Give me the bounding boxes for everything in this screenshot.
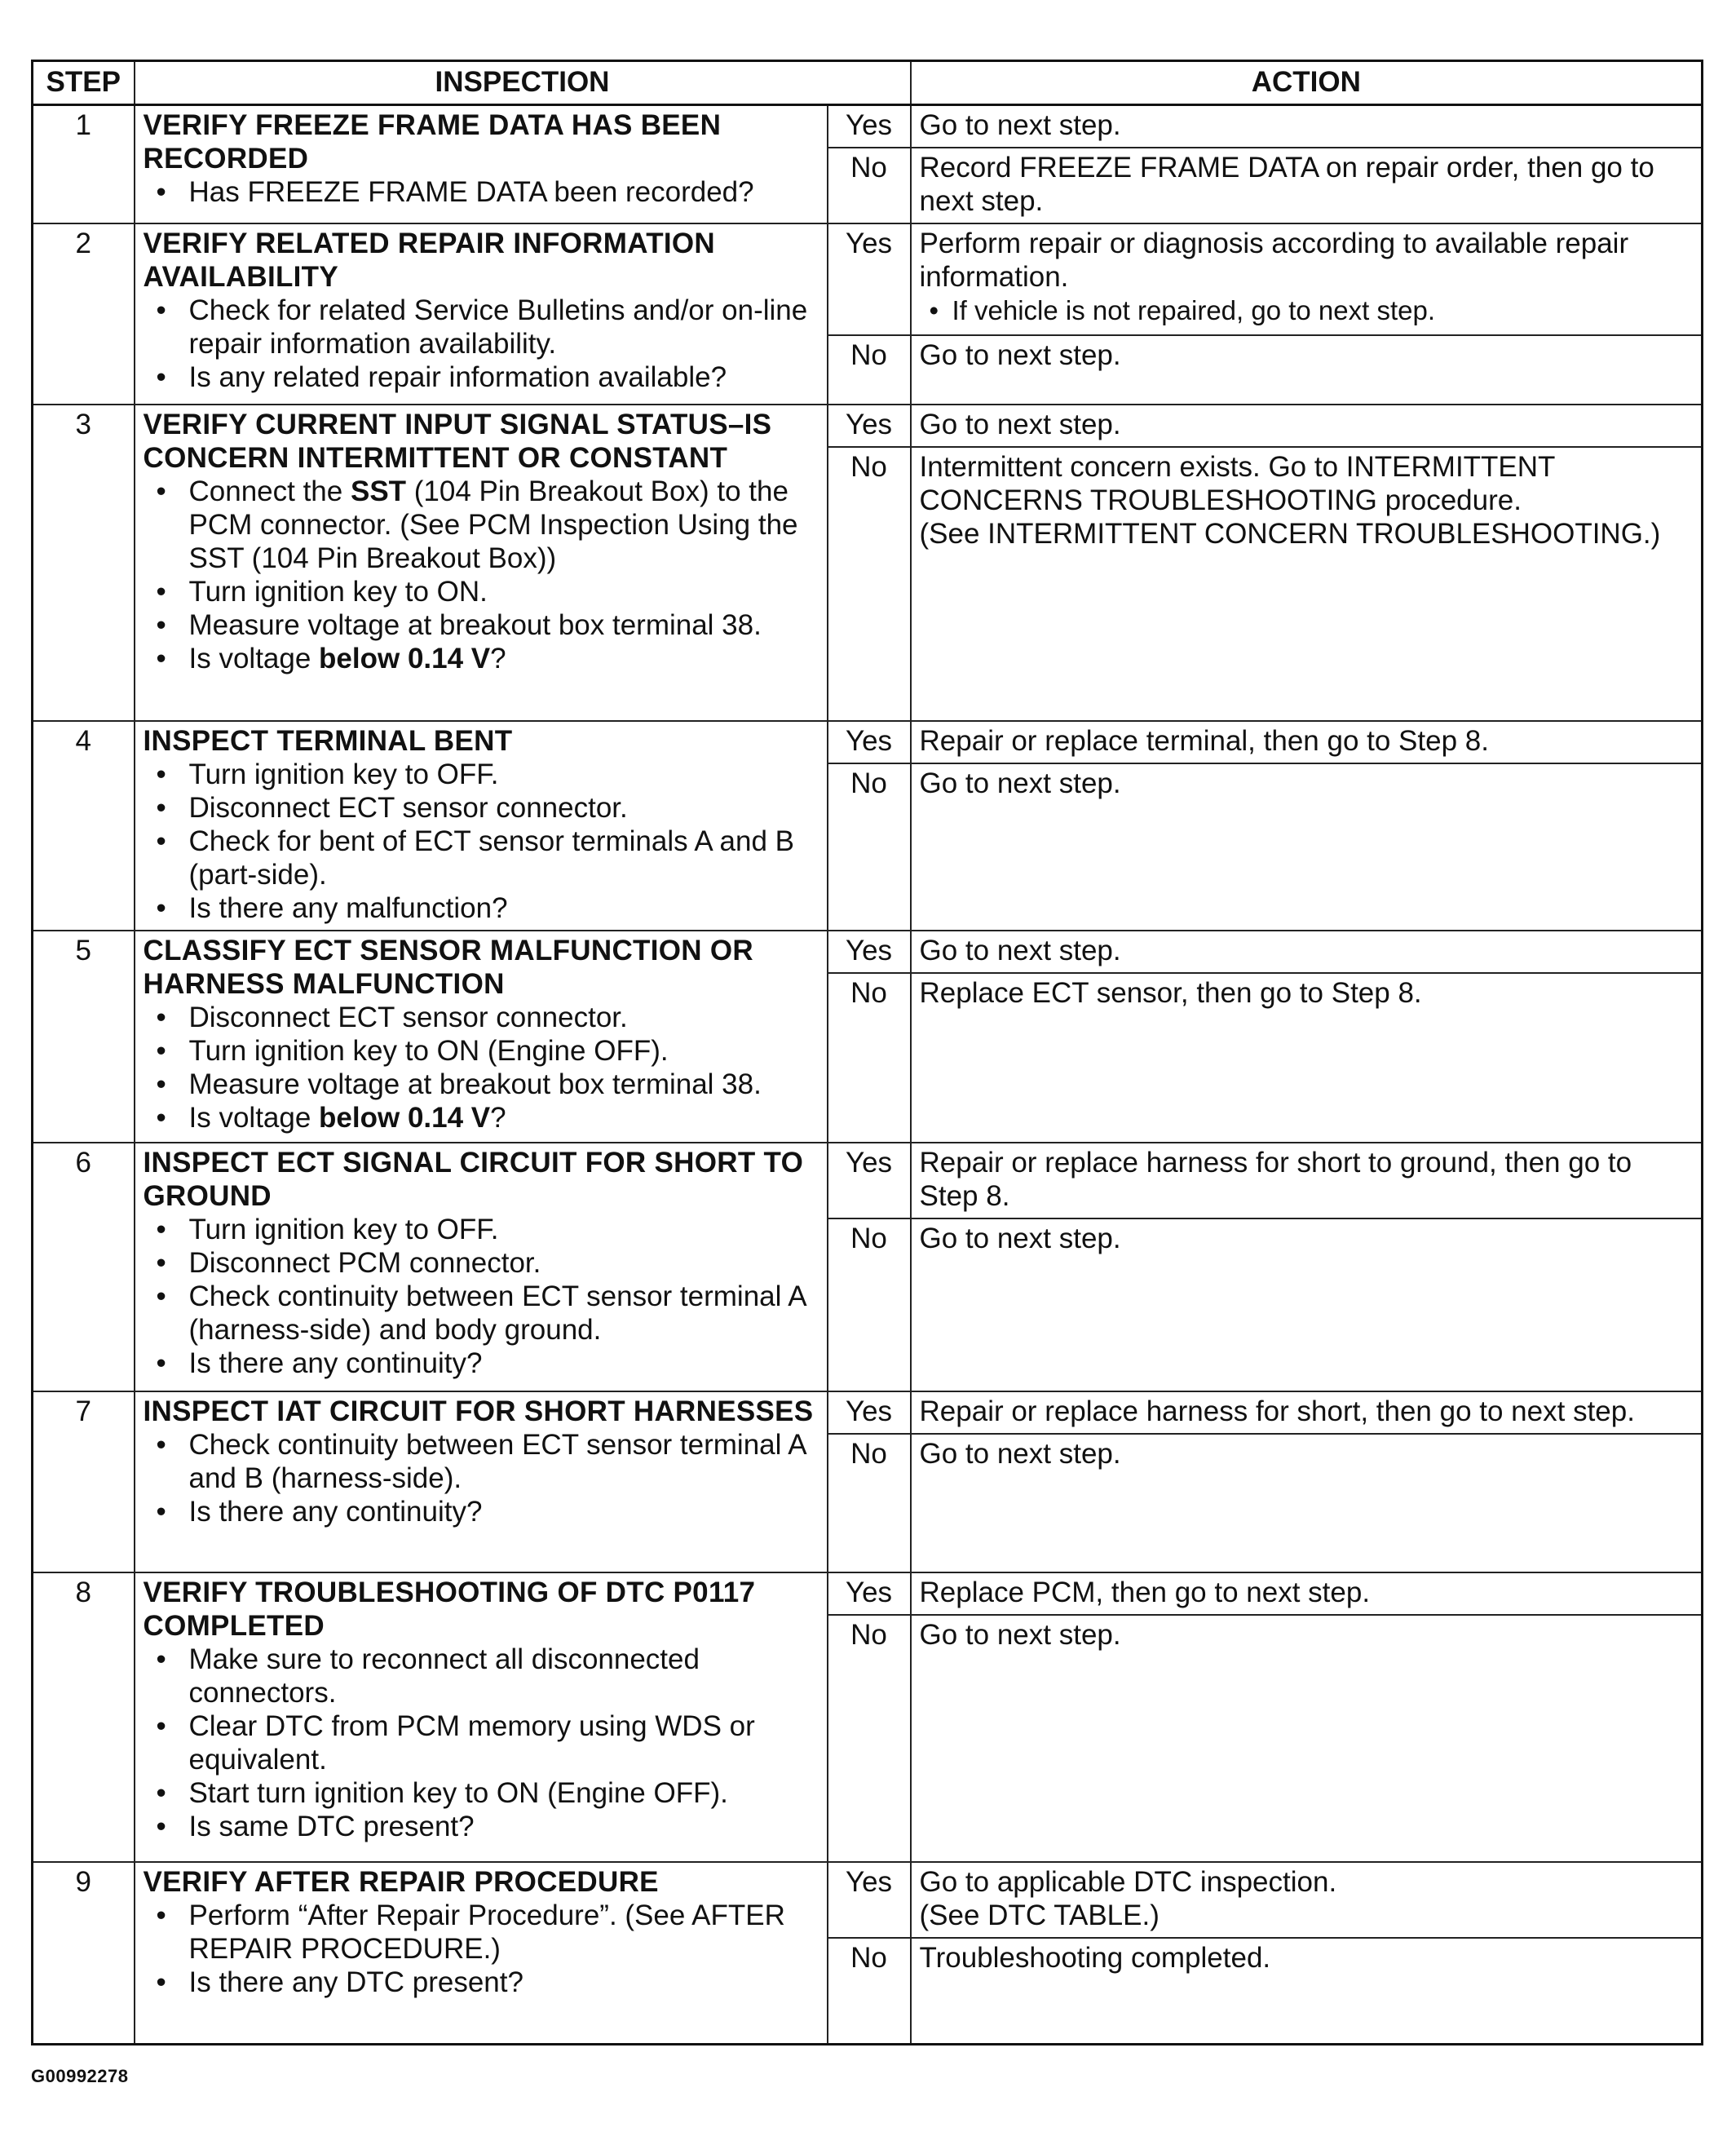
no-action-cell <box>911 973 1703 1143</box>
step-row-yes <box>33 1391 1703 1434</box>
no-action-cell <box>911 1218 1703 1391</box>
yes-action: Replace PCM, then go to next step. <box>919 1577 1371 1608</box>
step-number: 6 <box>33 1143 135 1391</box>
yes-action: Repair or replace harness for short to ground, then go to Step 8. <box>919 1147 1632 1212</box>
inspection-bullets <box>144 1899 819 1999</box>
yes-action: Go to next step. <box>919 935 1121 966</box>
inspection-bullet: • Turn ignition key to OFF. <box>144 758 819 791</box>
yes-action-reference: (See DTC TABLE.) <box>919 1900 1160 1931</box>
step-row-yes <box>33 721 1703 763</box>
no-action-cell <box>911 763 1703 931</box>
no-label: No <box>828 335 911 405</box>
bullet-text: (104 Pin Breakout Box) to the PCM connector. (See PCM Inspection Using the SST (104 Pin Breakout Box)) <box>188 475 798 574</box>
inspection-bullet: • Clear DTC from PCM memory using WDS or equivalent. <box>144 1709 819 1776</box>
yes-action-cell <box>911 1391 1703 1434</box>
no-action: Go to next step. <box>919 1619 1121 1651</box>
inspection-cell <box>135 223 828 405</box>
inspection-bullets <box>144 1001 819 1134</box>
figure-code: G00992278 <box>31 2066 129 2086</box>
bullet-text: Is voltage <box>188 643 320 674</box>
inspection-cell <box>135 931 828 1143</box>
inspection-bullets <box>144 1643 819 1843</box>
no-action-cell <box>911 148 1703 223</box>
no-action: Intermittent concern exists. Go to INTERMITTENT CONCERNS TROUBLESHOOTING procedure. <box>919 451 1555 516</box>
step-number: 8 <box>33 1572 135 1862</box>
no-label: No <box>828 447 911 721</box>
bullet-bold-text: SST <box>350 475 407 507</box>
inspection-bullet: • Check continuity between ECT sensor terminal A (harness-side) and body ground. <box>144 1280 819 1347</box>
inspection-bullet: • Is there any continuity? <box>144 1347 819 1380</box>
inspection-bullet: • Is same DTC present? <box>144 1810 819 1843</box>
yes-label: Yes <box>828 1391 911 1434</box>
step-row-yes <box>33 105 1703 148</box>
inspection-cell <box>135 405 828 721</box>
yes-action-cell <box>911 1862 1703 1938</box>
yes-label: Yes <box>828 721 911 763</box>
step-row-yes <box>33 1143 1703 1218</box>
step-row-yes <box>33 931 1703 973</box>
yes-label: Yes <box>828 1572 911 1615</box>
step-row-yes <box>33 1572 1703 1615</box>
inspection-bullet: • Is there any continuity? <box>144 1495 819 1528</box>
yes-label: Yes <box>828 931 911 973</box>
no-action-cell <box>911 335 1703 405</box>
inspection-cell <box>135 1143 828 1391</box>
inspection-title: VERIFY CURRENT INPUT SIGNAL STATUS–IS CONCERN INTERMITTENT OR CONSTANT <box>143 409 772 474</box>
yes-action-cell <box>911 405 1703 447</box>
bullet-bold-text: below 0.14 V <box>319 1102 491 1134</box>
no-label: No <box>828 973 911 1143</box>
no-action: Troubleshooting completed. <box>919 1942 1271 1974</box>
yes-label: Yes <box>828 105 911 148</box>
yes-action-cell <box>911 1143 1703 1218</box>
inspection-bullets <box>144 294 819 394</box>
yes-action: Repair or replace harness for short, then go to next step. <box>919 1395 1635 1427</box>
no-action: Record FREEZE FRAME DATA on repair order, then go to next step. <box>919 152 1654 217</box>
inspection-bullet: • Turn ignition key to ON (Engine OFF). <box>144 1034 819 1068</box>
inspection-bullet: • Measure voltage at breakout box terminal 38. <box>144 1068 819 1101</box>
yes-action: Perform repair or diagnosis according to available repair information. <box>919 228 1629 293</box>
inspection-title: INSPECT ECT SIGNAL CIRCUIT FOR SHORT TO GROUND <box>143 1147 804 1212</box>
yes-label: Yes <box>828 223 911 335</box>
step-number: 2 <box>33 223 135 405</box>
no-label: No <box>828 148 911 223</box>
inspection-bullets <box>144 1213 819 1380</box>
inspection-title: VERIFY AFTER REPAIR PROCEDURE <box>143 1866 659 1898</box>
no-label: No <box>828 1938 911 2044</box>
bullet-bold-text: below 0.14 V <box>319 643 491 674</box>
inspection-title: CLASSIFY ECT SENSOR MALFUNCTION OR HARNESS MALFUNCTION <box>143 935 753 1000</box>
inspection-bullet: • Is any related repair information available? <box>144 360 819 394</box>
inspection-bullet: • Disconnect ECT sensor connector. <box>144 791 819 825</box>
yes-action-cell <box>911 1572 1703 1615</box>
header-row <box>33 61 1703 105</box>
inspection-bullet: • Is there any DTC present? <box>144 1966 819 1999</box>
step-row-yes <box>33 405 1703 447</box>
inspection-cell <box>135 1391 828 1572</box>
bullet-text: ? <box>490 1102 506 1134</box>
yes-action: Go to applicable DTC inspection. <box>919 1866 1337 1898</box>
no-label: No <box>828 763 911 931</box>
inspection-bullet: • Perform “After Repair Procedure”. (See AFTER REPAIR PROCEDURE.) <box>144 1899 819 1966</box>
yes-action: Repair or replace terminal, then go to Step 8. <box>919 725 1489 757</box>
inspection-bullet: • Start turn ignition key to ON (Engine OFF). <box>144 1776 819 1810</box>
yes-action-cell <box>911 931 1703 973</box>
bullet-text: ? <box>490 643 506 674</box>
no-action: Go to next step. <box>919 339 1121 371</box>
no-label: No <box>828 1218 911 1391</box>
inspection-bullet: • Is there any malfunction? <box>144 891 819 925</box>
inspection-bullets <box>144 175 819 209</box>
no-label: No <box>828 1434 911 1572</box>
inspection-cell <box>135 1862 828 2044</box>
no-action: Replace ECT sensor, then go to Step 8. <box>919 977 1422 1009</box>
inspection-bullet: • Measure voltage at breakout box terminal 38. <box>144 608 819 642</box>
inspection-bullet: • Check for related Service Bulletins and/or on-line repair information availability. <box>144 294 819 360</box>
yes-action-note: • If vehicle is not repaired, go to next step. <box>920 294 1694 327</box>
header-inspection: INSPECTION <box>135 61 911 105</box>
step-row-yes <box>33 223 1703 335</box>
inspection-bullet: • Check for bent of ECT sensor terminals A and B (part-side). <box>144 825 819 891</box>
table-body <box>33 105 1703 2045</box>
no-action: Go to next step. <box>919 1223 1121 1254</box>
inspection-bullet: • Turn ignition key to ON. <box>144 575 819 608</box>
step-number: 9 <box>33 1862 135 2044</box>
step-number: 3 <box>33 405 135 721</box>
no-action-cell <box>911 1615 1703 1862</box>
no-action-cell <box>911 1938 1703 2044</box>
header-action: ACTION <box>911 61 1703 105</box>
inspection-bullet <box>144 642 819 675</box>
yes-label: Yes <box>828 405 911 447</box>
inspection-bullet: • Disconnect ECT sensor connector. <box>144 1001 819 1034</box>
inspection-title: VERIFY TROUBLESHOOTING OF DTC P0117 COMPLETED <box>143 1577 756 1642</box>
bullet-text: Connect the <box>188 475 351 507</box>
yes-action-cell <box>911 105 1703 148</box>
inspection-bullet: • Disconnect PCM connector. <box>144 1246 819 1280</box>
inspection-bullets <box>144 1428 819 1528</box>
inspection-bullet: • Check continuity between ECT sensor terminal A and B (harness-side). <box>144 1428 819 1495</box>
no-action-reference: (See INTERMITTENT CONCERN TROUBLESHOOTING.) <box>919 518 1661 550</box>
step-row-yes <box>33 1862 1703 1938</box>
header-step: STEP <box>33 61 135 105</box>
inspection-title: VERIFY RELATED REPAIR INFORMATION AVAILABILITY <box>143 228 715 293</box>
yes-label: Yes <box>828 1143 911 1218</box>
step-number: 4 <box>33 721 135 931</box>
inspection-cell <box>135 721 828 931</box>
inspection-bullet <box>144 1101 819 1134</box>
no-label: No <box>828 1615 911 1862</box>
inspection-bullet: • Make sure to reconnect all disconnected connectors. <box>144 1643 819 1709</box>
inspection-cell <box>135 1572 828 1862</box>
no-action: Go to next step. <box>919 767 1121 799</box>
step-number: 5 <box>33 931 135 1143</box>
bullet-text: Is voltage <box>188 1102 320 1134</box>
inspection-cell <box>135 105 828 224</box>
no-action-cell <box>911 1434 1703 1572</box>
inspection-bullets <box>144 758 819 925</box>
no-action-cell <box>911 447 1703 721</box>
yes-action-cell <box>911 721 1703 763</box>
step-number: 7 <box>33 1391 135 1572</box>
yes-action-cell <box>911 223 1703 335</box>
inspection-bullet <box>144 475 819 575</box>
troubleshooting-table <box>31 60 1703 2045</box>
step-number: 1 <box>33 105 135 224</box>
inspection-title: INSPECT TERMINAL BENT <box>143 725 513 757</box>
yes-label: Yes <box>828 1862 911 1938</box>
inspection-bullets <box>144 475 819 675</box>
no-action: Go to next step. <box>919 1438 1121 1470</box>
yes-action: Go to next step. <box>919 109 1121 141</box>
inspection-bullet: • Turn ignition key to OFF. <box>144 1213 819 1246</box>
yes-action: Go to next step. <box>919 409 1121 440</box>
inspection-title: VERIFY FREEZE FRAME DATA HAS BEEN RECORDED <box>143 109 722 175</box>
inspection-bullet: • Has FREEZE FRAME DATA been recorded? <box>144 175 819 209</box>
inspection-title: INSPECT IAT CIRCUIT FOR SHORT HARNESSES <box>143 1395 814 1427</box>
